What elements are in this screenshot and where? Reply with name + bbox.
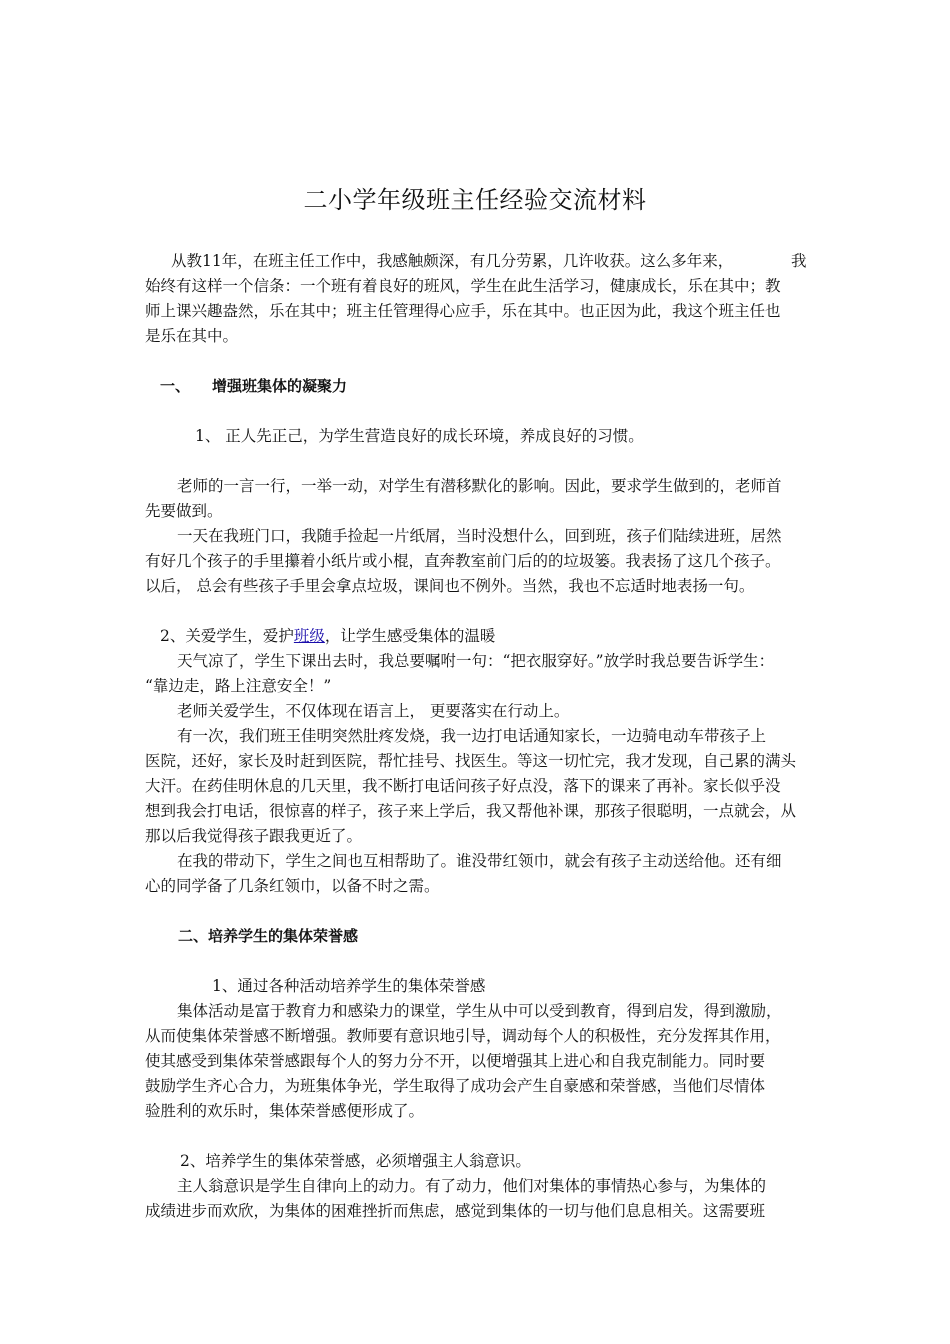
- paragraph: [145, 474, 813, 524]
- page-title: 二小学年级班主任经验交流材料: [303, 186, 647, 214]
- paragraph-line: “靠边走，路上注意安全！”: [145, 677, 332, 695]
- subheading: 1、 正人先正己，为学生营造良好的成长环境，养成良好的习惯。: [195, 427, 644, 445]
- paragraph-line: 集体活动是富于教育力和感染力的课堂，学生从中可以受到教育，得到启发，得到激励，: [177, 1002, 782, 1020]
- paragraph-line: 使其感受到集体荣誉感跟每个人的努力分不开，以便增强其上进心和自我克制能力。同时要: [145, 1052, 766, 1070]
- paragraph-line: 在我的带动下，学生之间也互相帮助了。谁没带红领巾，就会有孩子主动送给他。还有细: [177, 852, 782, 870]
- paragraph-line: 心的同学备了几条红领巾，以备不时之需。: [145, 877, 440, 895]
- paragraph-line: 老师关爱学生，不仅体现在语言上， 更要落实在行动上。: [177, 702, 570, 720]
- intro-line: 从教11年，在班主任工作中，我感触颇深，有几分劳累，几许收获。这么多年来，: [171, 252, 734, 270]
- paragraph-line: 医院，还好，家长及时赶到医院，帮忙挂号、找医生。等这一切忙完，我才发现，自己累的满头: [145, 752, 797, 770]
- paragraph-line: 先要做到。: [145, 502, 223, 520]
- intro-line: 师上课兴趣盎然，乐在其中；班主任管理得心应手，乐在其中。也正因为此，我这个班主任也: [145, 302, 781, 320]
- subheading: 2、关爱学生，爱护班级，让学生感受集体的温暖: [160, 627, 496, 645]
- intro-line: 是乐在其中。: [145, 327, 239, 345]
- paragraph: [145, 649, 813, 699]
- section-heading-number: 一、: [160, 377, 191, 395]
- paragraph-line: 从而使集体荣誉感不断增强。教师要有意识地引导，调动每个人的积极性，充分发挥其作用，: [145, 1027, 781, 1045]
- section-heading: 二、培养学生的集体荣誉感: [178, 927, 359, 945]
- paragraph: [145, 1174, 813, 1224]
- paragraph-line: 主人翁意识是学生自律向上的动力。有了动力，他们对集体的事情热心参与，为集体的: [177, 1177, 767, 1195]
- subheading: 1、通过各种活动培养学生的集体荣誉感: [212, 977, 486, 995]
- paragraph-line: 一天在我班门口，我随手捡起一片纸屑，当时没想什么，回到班，孩子们陆续进班，居然: [177, 527, 782, 545]
- paragraph-line: 那以后我觉得孩子跟我更近了。: [145, 827, 363, 845]
- intro-line: 我: [791, 252, 807, 270]
- paragraph-line: 以后， 总会有些孩子手里会拿点垃圾，课间也不例外。当然，我也不忘适时地表扬一句。: [145, 577, 755, 595]
- subheading: 2、培养学生的集体荣誉感，必须增强主人翁意识。: [180, 1152, 531, 1170]
- paragraph-line: 天气凉了，学生下课出去时，我总要嘱咐一句：“把衣服穿好。”放学时我总要告诉学生：: [177, 652, 775, 670]
- paragraph-line: 鼓励学生齐心合力，为班集体争光，学生取得了成功会产生自豪感和荣誉感，当他们尽情体: [145, 1077, 766, 1095]
- paragraph: [145, 724, 813, 849]
- paragraph-line: 成绩进步而欢欣，为集体的困难挫折而焦虑，感觉到集体的一切与他们息息相关。这需要班: [145, 1202, 766, 1220]
- paragraph-line: 老师的一言一行，一举一动，对学生有潜移默化的影响。因此，要求学生做到的，老师首: [177, 477, 782, 495]
- paragraph: [145, 699, 813, 724]
- section-heading: 增强班集体的凝聚力: [212, 377, 348, 395]
- paragraph: [145, 524, 813, 599]
- paragraph-line: 有好几个孩子的手里攥着小纸片或小棍，直奔教室前门后的的垃圾篓。我表扬了这几个孩子。: [145, 552, 781, 570]
- paragraph-line: 想到我会打电话，很惊喜的样子，孩子来上学后，我又帮他补课，那孩子很聪明，一点就会，从: [145, 802, 797, 820]
- class-link[interactable]: 班级: [293, 627, 325, 645]
- paragraph-line: 有一次，我们班王佳明突然肚疼发烧，我一边打电话通知家长，一边骑电动车带孩子上: [177, 727, 767, 745]
- paragraph: [145, 999, 813, 1124]
- paragraph-line: 验胜利的欢乐时，集体荣誉感便形成了。: [145, 1102, 425, 1120]
- intro-paragraph: [145, 249, 813, 349]
- intro-line: 始终有这样一个信条：一个班有着良好的班风，学生在此生活学习，健康成长，乐在其中；教: [145, 277, 781, 295]
- paragraph-line: 大汗。在药佳明休息的几天里，我不断打电话问孩子好点没，落下的课来了再补。家长似乎没: [145, 777, 781, 795]
- paragraph: [145, 849, 813, 899]
